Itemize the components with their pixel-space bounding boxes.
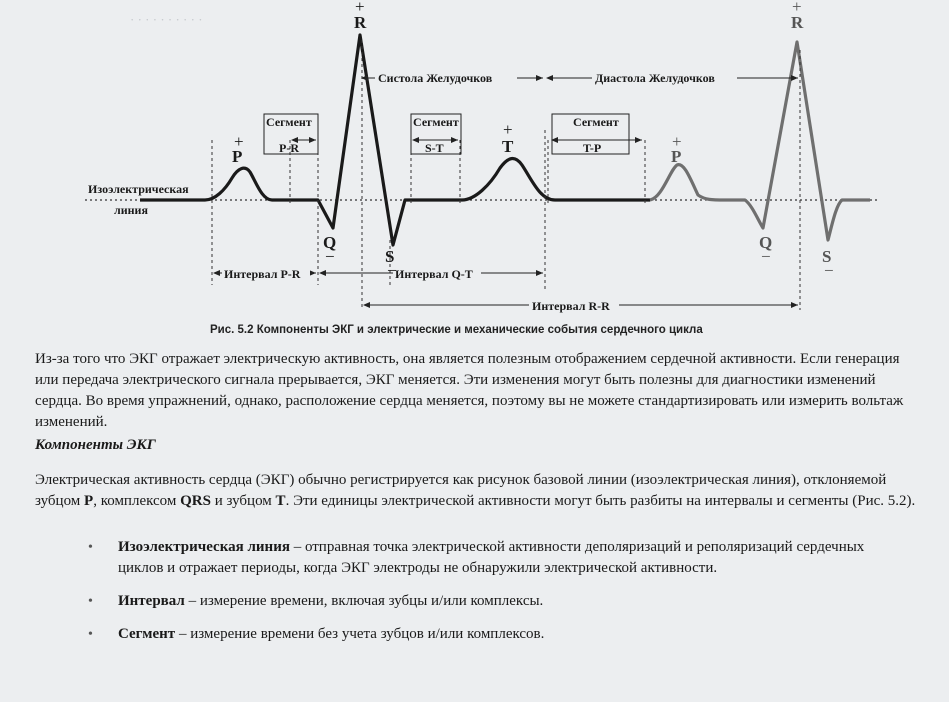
label-P: P [232,147,243,166]
bleed-through-text: · · · · · · · · · · [130,12,203,27]
figure-caption: Рис. 5.2 Компоненты ЭКГ и электрические и механические события сердечного цикла [210,324,703,336]
interval-rr-label: Интервал R-R [532,299,610,313]
segment-st-title: Сегмент [413,115,459,129]
segment-pr-title: Сегмент [266,115,312,129]
minus-Q2: − [761,247,771,266]
isoline-label-1: Изоэлектрическая [88,182,189,196]
plus-R: + [355,0,365,16]
plus-T: + [503,120,513,139]
label-R2: R [791,13,804,32]
interval-pr-label: Интервал P-R [224,267,301,281]
plus-R2: + [792,0,802,16]
list-item: • Сегмент – измерение времени без учета зубцов и/или комплексов. [118,624,908,645]
section-heading: Компоненты ЭКГ [35,437,156,453]
label-Q2: Q [759,233,773,252]
list-item: • Изоэлектрическая линия – отправная точка электрической активности деполяризаций и реполяризаций сердечных циклов и отражает периоды, когда ЭКГ электроды не обнаружили электрической активности. [88,539,865,576]
label-S: S [385,247,395,266]
diastole-label: Диастола Желудочков [595,71,715,85]
segment-tp-title: Сегмент [573,115,619,129]
bullet-icon: • [88,627,93,642]
paragraph-ecg-components: Электрическая активность сердца (ЭКГ) обычно регистрируется как рисунок базовой линии (изоэлектрическая линия), отклоняемой зубцом P, комплексом QRS и зубцом T. Эти единицы электрической активности могут быть разбиты на интервалы и сегменты (Рис. 5.2). [35,472,916,509]
label-R: R [354,13,367,32]
minus-S: − [387,261,397,280]
plus-P: + [234,132,244,151]
minus-Q: − [325,247,335,266]
interval-qt-label: Интервал Q-T [395,267,473,281]
plus-P2: + [672,132,682,151]
label-P2: P [671,147,682,166]
label-T: T [502,137,514,156]
segment-pr-name: P-R [279,141,299,155]
label-Q: Q [323,233,337,252]
paragraph-ecg-usefulness: Из-за того что ЭКГ отражает электрическую активность, она является полезным отображением сердечной активности. Если генерация или передача электрического сигнала прерывается, ЭКГ меняется. Эти изменения могут быть полезны для диагностики изменений сердца. Во время упражнений, однако, расположение сердца меняется, поэтому вы не можете стандартизировать или измерить вольтаж изменений. [35,351,904,430]
minus-S2: − [824,261,834,280]
bullet-icon: • [88,594,93,609]
bullet-icon: • [88,540,93,555]
systole-label: Систола Желудочков [378,71,493,85]
list-item: • Интервал – измерение времени, включая зубцы и/или комплексы. [118,591,908,612]
label-S2: S [822,247,832,266]
ecg-diagram [0,0,949,345]
segment-st-name: S-T [425,141,444,155]
segment-tp-name: T-P [583,141,602,155]
isoline-label-2: линия [114,203,148,217]
